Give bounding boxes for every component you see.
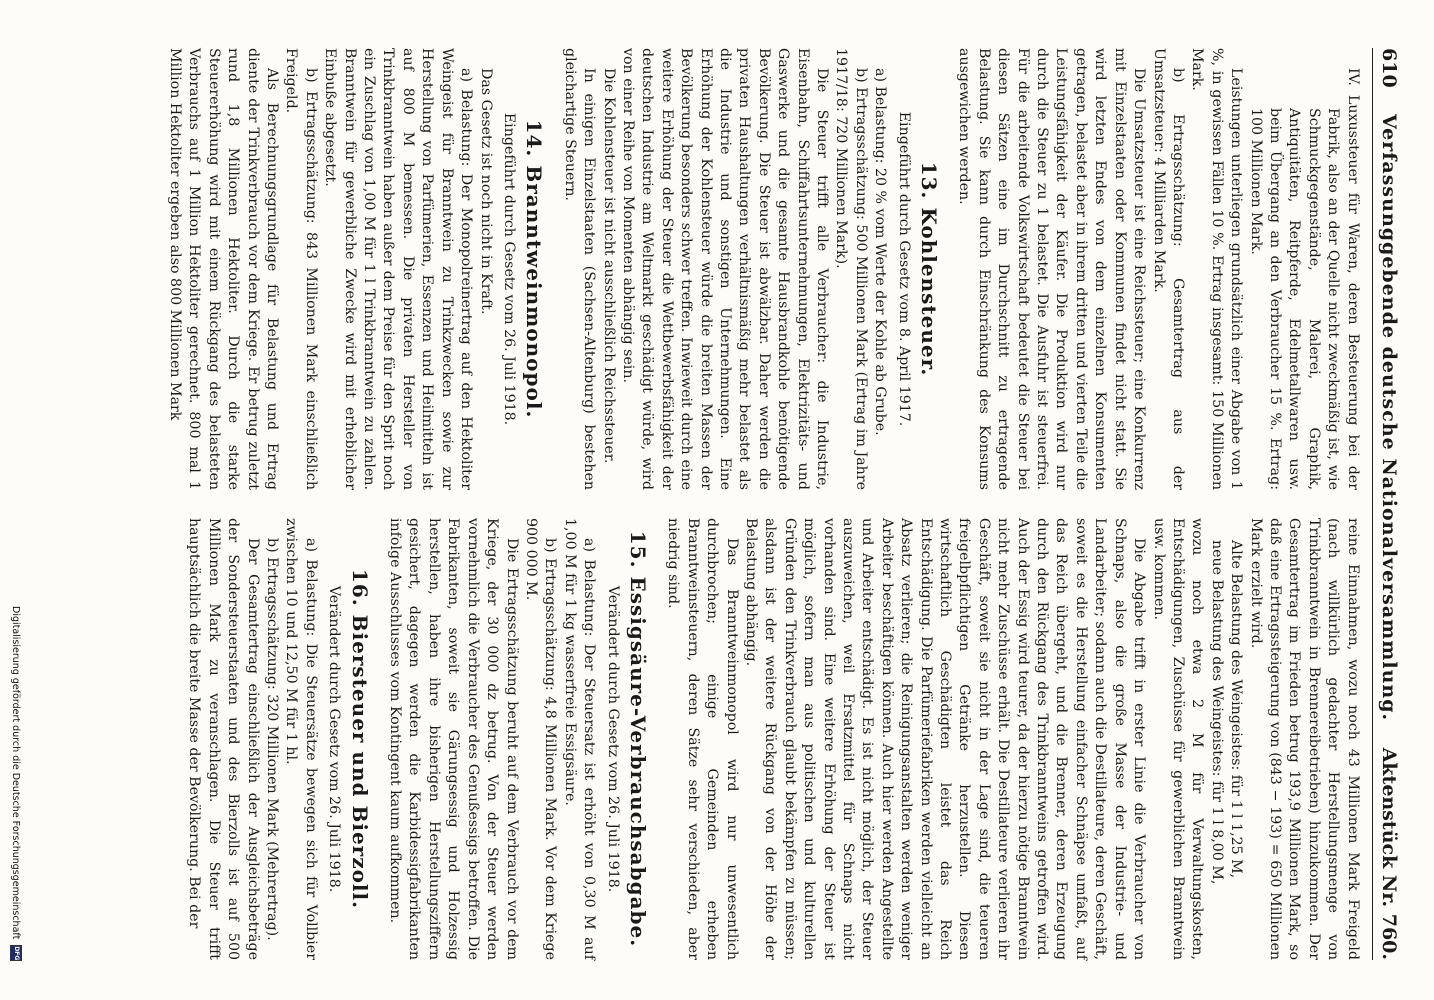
paragraph: Als Berechnungsgrundlage für Belastung und Ertrag diente der Trinkverbrauch vor dem Kriege. Er betrug zuletzt rund 1,8 Millionen Hektoliter. Durch die starke Steuererhöhung wird mit einem Rückgang des belasteten Verbrauchs auf 1 Million Hektoliter gerechnet. 800 mal 1 Million Hektoliter ergeben also 800 Millionen Mark: [167, 48, 281, 490]
paragraph: Die Umsatzsteuer ist eine Reichssteuer; eine Konkurrenz mit Einzelstaaten oder Kommunen findet nicht statt. Sie wird letzten Endes von dem einzelnen Konsumenten getragen, belastet aber in ihrem dritten und vierten Teile die Leistungsfähigkeit der Käufer. Die Produktion wird nur durch die Steuer zu 1 belastet. Die Ausfuhr ist steuerfrei. Für die arbeitende Volkswirtschaft bedeutet die Steuer bei diesen Sätzen eine im Durchschnitt zu ertragende Belastung. Sie kann durch Einschränkung des Konsums ausgewichen werden.: [956, 48, 1148, 490]
section-title: 16. Biersteuer und Bierzoll.: [347, 568, 372, 910]
paragraph: Das Gesetz ist noch nicht in Kraft.: [477, 68, 494, 315]
paragraph: a) Belastung: Der Monopolreinertrag auf den Hektoliter Weingeist für Branntwein zu Trinkzwecken sowie zur Herstellung von Parfümerien, Essenzen und Heilmitteln ist auf 800 M bemessen. Die privaten Hersteller von Trinkbranntwein haben außer dem Preise für den Sprit noch ein Zuschlag von 1,00 M für 1 l Trinkbranntwein zu zahlen. Branntwein für gewerbliche Zwecke wird mit erheblicher Einbuße abgesetzt.: [322, 48, 475, 490]
paragraph: neue Belastung des Weingeistes: für 1 l 8,00 M,: [1208, 540, 1225, 885]
paragraph: Der Gesamtertrag einschließlich der Ausgleichsbeträge der Sondersteuerstaaten und des Bierzolls ist auf 500 Millionen Mark zu veranschlagen. Die Steuer trifft hauptsächlich die breite Masse der Bevölkerung. Bei der: [186, 518, 261, 960]
paragraph: reine Einnahmen, wozu noch 43 Millionen Mark Freigeld (nach willkürlich gedachter Herstellungsmenge von Trinkbranntwein in Brennereibetrieben) hinzukommen. Der Gesamtertrag im Frieden betrug 193,9 Millionen Mark, so daß eine Ertragssteigerung von (843 − 193) = 650 Millionen Mark erzielt wird.: [1247, 518, 1361, 960]
section-subtitle: Verändert durch Gesetz vom 26. Juli 1918.: [604, 585, 621, 893]
paragraph: Das Branntweinmonopol wird nur unwesentlich durchbrochen; einige Gemeinden erheben Branntweinsteuern, deren Sätze sehr verschieden, aber niedrig sind.: [665, 518, 740, 960]
paragraph: Die Abgabe trifft in erster Linie die Verbraucher von Schnaps, also die große Masse der Industrie- und Landarbeiter; sodann auch die Destillateure, deren Geschäft, soweit es die Herstellung einfacher Schnäpse umfaßt, auf das Reich übergeht, und die Brenner, deren Erzeugung durch den Rückgang des Trinkbranntweins getroffen wird. Auch der Essig wird teurer, da der hierzu nötige Branntwein nicht mehr Zuschüsse erhält. Die Destillateure verlieren ihr Geschäft, soweit sie nicht in der Lage sind, die teueren freigelbpflichtigen Getränke herzustellen. Diesen wirtschaftlich Geschädigten leistet das Reich Entschädigung. Die Parfümeriefabriken werden vielleicht an Absatz verlieren; die Reinigungsanstalten werden weniger Arbeiter beschäftigen können. Auch hier werden Angestellte und Arbeiter entschädigt. Es ist nicht möglich, der Steuer auszuweichen, weil Ersatzmittel für Schnaps nicht vorhanden sind. Eine weitere Erhöhung der Steuer ist möglich, sofern man aus politischen und kulturellen Gründen den Trinkverbrauch glaubt bekämpfen zu müssen; alsdann ist der weitere Rückgang von der Höhe der Belastung abhängig.: [743, 518, 1148, 960]
paragraph: Alte Belastung des Weingeistes: für 1 l 1,25 M,: [1228, 540, 1245, 879]
paragraph: b) Ertragsschätzung: 320 Millionen Mark (Mehrertrag).: [264, 538, 281, 941]
section-subtitle: Eingeführt durch Gesetz vom 26. Juli 1918.: [500, 112, 517, 426]
paragraph: Leistungen unterliegen grundsätzlich einer Abgabe von 1 %, in gewissen Fällen 10 %. Ertrag insgesamt: 150 Millionen Mark.: [1189, 48, 1245, 490]
page-header: [1372, 48, 1398, 960]
dfg-logo-icon: DFG: [10, 945, 22, 961]
digitization-credit: [4, 0, 28, 1000]
paragraph: a) Belastung: 20 % vom Werte der Kohle ab Grube.: [872, 68, 889, 436]
paragraph: a) Belastung: Die Steuersätze bewegen sich für Vollbier zwischen 10 und 12,50 M für 1 hl.: [283, 518, 319, 960]
paragraph: Die Kohlensteuer ist nicht ausschließlich Reichssteuer.: [600, 68, 617, 464]
paragraph: b) Ertragsschätzung: Gesamtertrag aus der Umsatzsteuer: 4 Milliarden Mark.: [1150, 48, 1186, 490]
section-title: 15. Essigsäure-Verbrauchsabgabe.: [625, 530, 650, 948]
paragraph: b) Ertragsschätzung: 843 Millionen Mark einschließlich Freigeld.: [283, 48, 319, 490]
right-column: [165, 518, 1362, 960]
paragraph: IV. Luxussteuer für Waren, deren Besteuerung bei der Fabrik, also an der Quelle nicht zweckmäßig ist, wie Schmuckgegenstände, Malerei, Graphik, Antiquitäten, Reitpferde, Edelmetallwaren usw. beim Übergang an den Verbraucher 15 %. Ertrag: 100 Millionen Mark.: [1247, 68, 1361, 490]
document-reference: Aktenstück Nr. 760.: [1378, 747, 1400, 960]
paragraph: a) Belastung: Der Steuersatz ist erhöht von 0,30 M auf 1,00 M für 1 kg wasserfreie Essigsäure.: [561, 518, 598, 960]
credit-text: Digitalisierung gefördert durch die Deutsche Forschungsgemeinschaft: [10, 606, 22, 940]
page-number: 610: [1378, 48, 1400, 88]
left-column: [165, 48, 1362, 490]
section-title: 13. Kohlensteuer.: [917, 161, 942, 377]
section-subtitle: Eingeführt durch Gesetz vom 8. April 1917.: [895, 111, 912, 427]
section-subtitle: Verändert durch Gesetz vom 26. Juli 1918.: [326, 585, 343, 893]
paragraph: Die Steuer trifft alle Verbraucher: die Industrie, Eisenbahn, Schiffahrtsunternehmungen, Elektrizitäts- und Gaswerke und die gesamte Hausbrandkohle benötigende Bevölkerung. Die Steuer ist abwälzbar. Daher werden die privaten Haushaltungen verhältnismäßig mehr belastet als die Industrie und sonstigen Unternehmungen. Eine Erhöhung der Kohlensteuer würde die breiten Massen der Bevölkerung besonders schwer treffen. Inwieweit durch eine weitere Erhöhung der Steuer die Wettbewerbsfähigkeit der deutschen Industrie am Weltmarkt geschädigt würde, wird von einer Reihe von Momenten abhängig sein.: [619, 48, 831, 490]
text-columns: [165, 48, 1362, 960]
paragraph: In einigen Einzelstaaten (Sachsen-Altenburg) bestehen gleichartige Steuern.: [561, 48, 598, 490]
paragraph: b) Ertragsschätzung: 4,8 Millionen Mark. Vor dem Kriege 900 000 M.: [522, 518, 559, 960]
paragraph: Die Ertragsschätzung beruht auf dem Verbrauch vor dem Kriege, der 30 000 dz betrug. Von der Steuer werden vornehmlich die Verbraucher des Genußessigs betroffen. Die Fabrikanten, soweit sie Gärungsessig und Holzessig herstellen, haben ihre bisherigen Herstellungsziffern gesichert, dagegen werden die Karbidessigfabrikanten infolge Ausschlusses vom Kontingent kaum aufkommen.: [387, 518, 520, 960]
section-title: 14. Branntweinmonopol.: [522, 119, 547, 419]
paragraph: wozu noch etwa 2 M für Verwaltungskosten, Entschädigungen, Zuschüsse für gewerblichen Branntwein usw. kommen.: [1150, 518, 1206, 960]
page-title: Verfassunggebende deutsche Nationalversammlung.: [1378, 114, 1400, 722]
paragraph: b) Ertragsschätzung: 500 Millionen Mark (Ertrag im Jahre 1917/18: 720 Millionen Mark).: [833, 48, 869, 490]
